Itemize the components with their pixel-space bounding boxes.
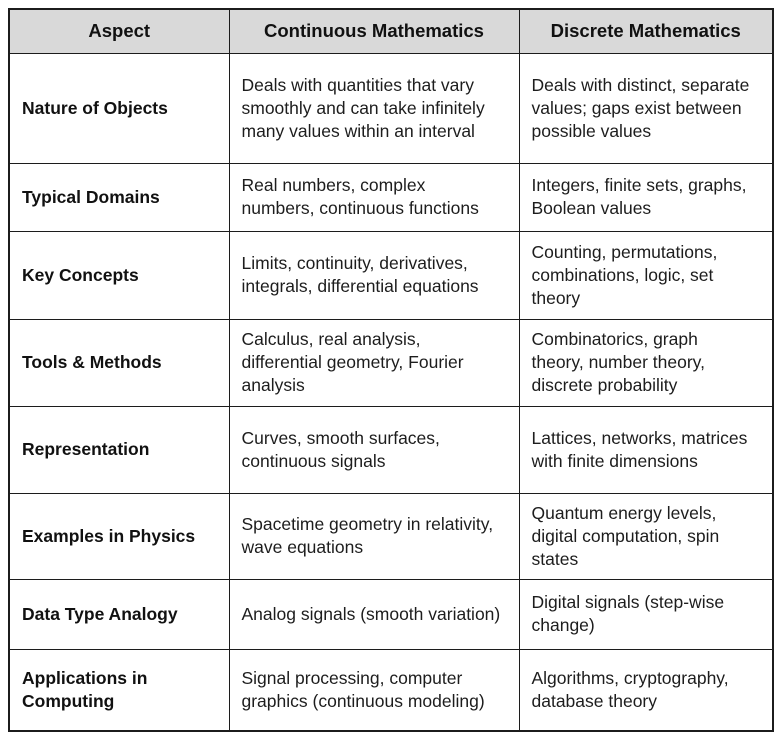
continuous-cell: Limits, continuity, derivatives, integrals, differential equations bbox=[229, 231, 519, 319]
aspect-cell: Applications in Computing bbox=[9, 649, 229, 731]
header-aspect: Aspect bbox=[9, 9, 229, 53]
table-row bbox=[9, 231, 773, 319]
table-row bbox=[9, 649, 773, 731]
header-discrete-mathematics: Discrete Mathematics bbox=[519, 9, 773, 53]
table-row bbox=[9, 319, 773, 406]
aspect-cell: Representation bbox=[9, 406, 229, 493]
aspect-cell: Data Type Analogy bbox=[9, 579, 229, 649]
aspect-cell: Nature of Objects bbox=[9, 53, 229, 163]
continuous-cell: Analog signals (smooth variation) bbox=[229, 579, 519, 649]
discrete-cell: Digital signals (step-wise change) bbox=[519, 579, 773, 649]
discrete-cell: Deals with distinct, separate values; gaps exist between possible values bbox=[519, 53, 773, 163]
comparison-table bbox=[8, 8, 774, 732]
table-row bbox=[9, 493, 773, 579]
continuous-cell: Deals with quantities that vary smoothly and can take infinitely many values within an interval bbox=[229, 53, 519, 163]
aspect-cell: Examples in Physics bbox=[9, 493, 229, 579]
header-continuous-mathematics: Continuous Mathematics bbox=[229, 9, 519, 53]
discrete-cell: Integers, finite sets, graphs, Boolean values bbox=[519, 163, 773, 231]
discrete-cell: Combinatorics, graph theory, number theory, discrete probability bbox=[519, 319, 773, 406]
aspect-cell: Typical Domains bbox=[9, 163, 229, 231]
discrete-cell: Quantum energy levels, digital computation, spin states bbox=[519, 493, 773, 579]
aspect-cell: Key Concepts bbox=[9, 231, 229, 319]
continuous-cell: Calculus, real analysis, differential geometry, Fourier analysis bbox=[229, 319, 519, 406]
table-row bbox=[9, 406, 773, 493]
discrete-cell: Algorithms, cryptography, database theory bbox=[519, 649, 773, 731]
continuous-cell: Curves, smooth surfaces, continuous signals bbox=[229, 406, 519, 493]
continuous-cell: Signal processing, computer graphics (continuous modeling) bbox=[229, 649, 519, 731]
header-row bbox=[9, 9, 773, 53]
aspect-cell: Tools & Methods bbox=[9, 319, 229, 406]
table-row bbox=[9, 163, 773, 231]
continuous-cell: Spacetime geometry in relativity, wave equations bbox=[229, 493, 519, 579]
table-row bbox=[9, 53, 773, 163]
table-row bbox=[9, 579, 773, 649]
discrete-cell: Lattices, networks, matrices with finite dimensions bbox=[519, 406, 773, 493]
discrete-cell: Counting, permutations, combinations, logic, set theory bbox=[519, 231, 773, 319]
continuous-cell: Real numbers, complex numbers, continuous functions bbox=[229, 163, 519, 231]
